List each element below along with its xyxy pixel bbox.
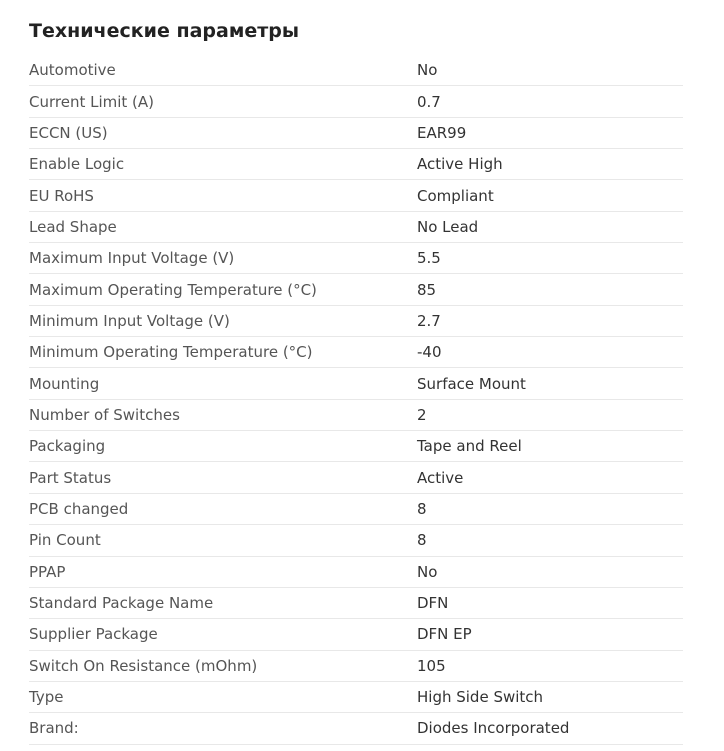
spec-row xyxy=(29,55,683,86)
spec-value: No xyxy=(417,61,438,80)
spec-name: PCB changed xyxy=(29,499,129,518)
spec-value: Active xyxy=(417,468,464,487)
spec-value: Compliant xyxy=(417,186,494,205)
spec-name: Maximum Operating Temperature (°C) xyxy=(29,280,317,299)
spec-name: Enable Logic xyxy=(29,155,125,174)
spec-value: 85 xyxy=(417,280,437,299)
spec-value: DFN xyxy=(417,594,449,613)
spec-value: 8 xyxy=(417,531,427,550)
spec-row xyxy=(29,400,683,431)
spec-value: Active High xyxy=(417,155,503,174)
spec-value: High Side Switch xyxy=(417,688,544,707)
spec-value: Diodes Incorporated xyxy=(417,719,570,738)
spec-name: Pin Count xyxy=(29,531,101,550)
spec-name: Minimum Input Voltage (V) xyxy=(29,311,230,330)
spec-value: 2.7 xyxy=(417,311,441,330)
spec-row xyxy=(29,525,683,556)
spec-row xyxy=(29,306,683,337)
spec-name: Standard Package Name xyxy=(29,594,214,613)
spec-row xyxy=(29,588,683,619)
spec-name: Type xyxy=(29,688,64,707)
spec-name: PPAP xyxy=(29,562,66,581)
spec-name: Current Limit (A) xyxy=(29,92,155,111)
section-title: Технические параметры xyxy=(29,20,300,42)
spec-value: 5.5 xyxy=(417,249,441,268)
spec-row xyxy=(29,118,683,149)
spec-row xyxy=(29,243,683,274)
spec-name: Maximum Input Voltage (V) xyxy=(29,249,235,268)
spec-name: Mounting xyxy=(29,374,100,393)
spec-row xyxy=(29,619,683,650)
spec-name: Switch On Resistance (mOhm) xyxy=(29,656,258,675)
spec-name: Brand: xyxy=(29,719,79,738)
spec-value: No xyxy=(417,562,438,581)
spec-name: Packaging xyxy=(29,437,106,456)
spec-name: ECCN (US) xyxy=(29,123,108,142)
spec-name: Minimum Operating Temperature (°C) xyxy=(29,343,313,362)
spec-row xyxy=(29,180,683,211)
spec-name: Number of Switches xyxy=(29,405,180,424)
spec-row xyxy=(29,557,683,588)
spec-value: 8 xyxy=(417,499,427,518)
spec-value: No Lead xyxy=(417,217,479,236)
spec-row xyxy=(29,337,683,368)
spec-row xyxy=(29,149,683,180)
spec-name: Part Status xyxy=(29,468,112,487)
spec-row xyxy=(29,494,683,525)
spec-row xyxy=(29,212,683,243)
spec-value: 2 xyxy=(417,405,427,424)
spec-row xyxy=(29,368,683,399)
spec-row xyxy=(29,682,683,713)
spec-row xyxy=(29,713,683,744)
spec-row xyxy=(29,86,683,117)
spec-row xyxy=(29,651,683,682)
spec-value: Tape and Reel xyxy=(417,437,522,456)
spec-row xyxy=(29,431,683,462)
spec-value: DFN EP xyxy=(417,625,472,644)
spec-value: 105 xyxy=(417,656,446,675)
spec-name: Supplier Package xyxy=(29,625,158,644)
spec-value: -40 xyxy=(417,343,442,362)
spec-name: Lead Shape xyxy=(29,217,117,236)
spec-row xyxy=(29,462,683,493)
spec-value: Surface Mount xyxy=(417,374,526,393)
spec-name: Automotive xyxy=(29,61,116,80)
spec-name: EU RoHS xyxy=(29,186,94,205)
spec-value: 0.7 xyxy=(417,92,441,111)
spec-value: EAR99 xyxy=(417,123,467,142)
spec-row xyxy=(29,274,683,305)
spec-table xyxy=(29,55,683,745)
